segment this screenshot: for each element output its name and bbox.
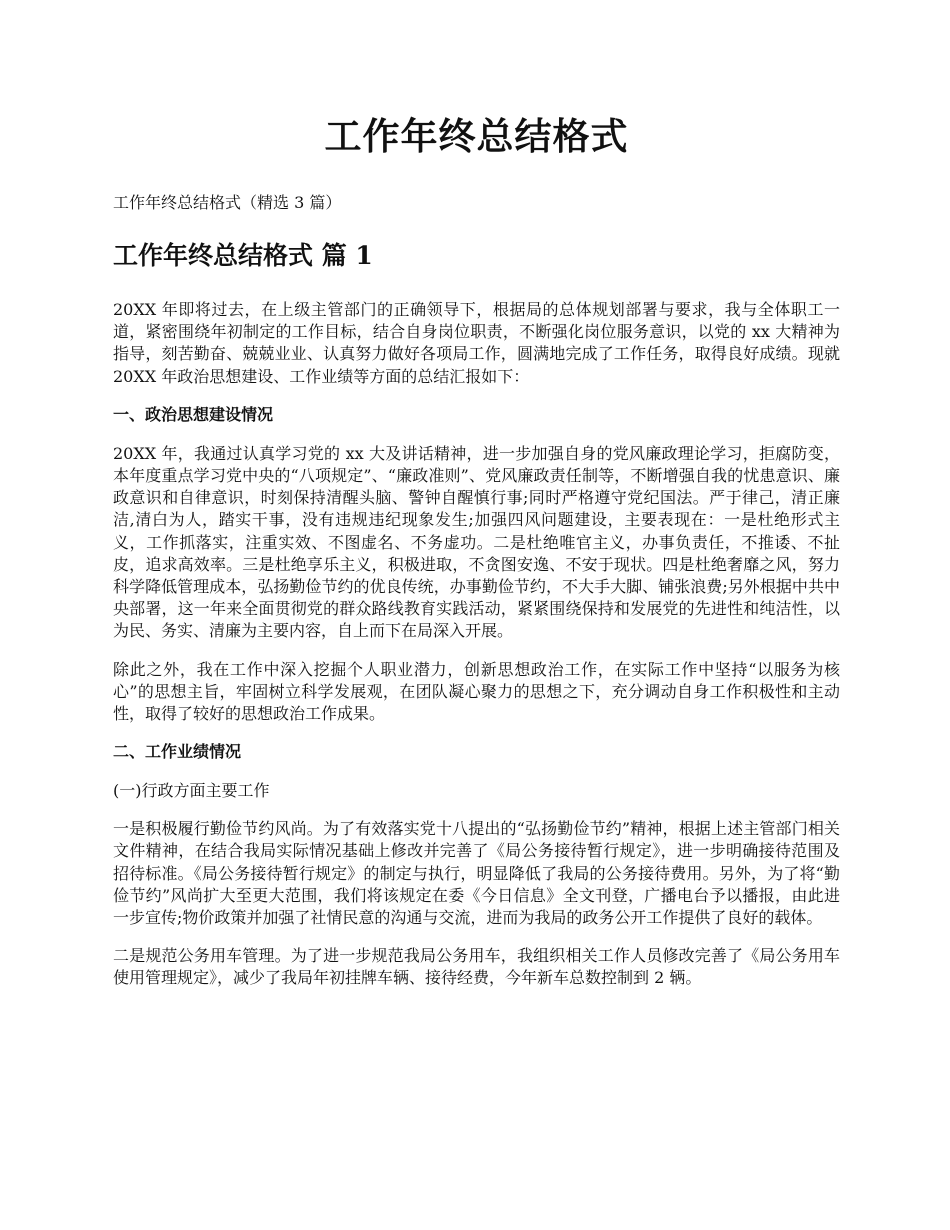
- political-heading: 一、政治思想建设情况: [113, 404, 274, 424]
- section-title: 工作年终总结格式 篇 1: [113, 241, 373, 270]
- political-paragraph-1: 20XX 年，我通过认真学习党的 xx 大及讲话精神，进一步加强自身的党风廉政理论学习，拒腐防变，本年度重点学习党中央的“八项规定”、“廉政准则”、党风廉政责任制等，不断增强自我的忧患意识、廉政意识和自律意识，时刻保持清醒头脑、警钟自醒慎行事;同时严格遵守党纪国法。严于律己，清正廉洁,清白为人，踏实干事，没有违规违纪现象发生;加强四风问题建设，主要表现在：一是杜绝形式主义，工作抓落实，注重实效、不图虚名、不务虚功。二是杜绝唯官主义，办事负责任，不推诿、不扯皮，追求高效率。三是杜绝享乐主义，积极进取，不贪图安逸、不安于现状。四是杜绝奢靡之风，努力科学降低管理成本，弘扬勤俭节约的优良传统，办事勤俭节约，不大手大脚、铺张浪费;另外根据中共中央部署，这一年来全面贯彻党的群众路线教育实践活动，紧紧围绕保持和发展党的先进性和纯洁性，以为民、务实、清廉为主要内容，自上而下在局深入开展。: [113, 443, 840, 641]
- document-title: 工作年终总结格式: [324, 114, 629, 158]
- document-subtitle: 工作年终总结格式（精选 3 篇）: [113, 193, 342, 212]
- performance-heading: 二、工作业绩情况: [113, 742, 242, 762]
- intro-paragraph: 20XX 年即将过去，在上级主管部门的正确领导下，根据局的总体规划部署与要求，我与全体职工一道，紧密围绕年初制定的工作目标，结合自身岗位职责，不断强化岗位服务意识，以党的 xx 大精神为指导，刻苦勤奋、兢兢业业、认真努力做好各项局工作，圆满地完成了工作任务，取得良好成绩。现就 20XX 年政治思想建设、工作业绩等方面的总结汇报如下：: [113, 300, 840, 386]
- political-paragraph-2: 除此之外，我在工作中深入挖掘个人职业潜力，创新思想政治工作，在实际工作中坚持“以服务为核心”的思想主旨，牢固树立科学发展观，在团队凝心聚力的思想之下，充分调动自身工作积极性和主动性，取得了较好的思想政治工作成果。: [113, 659, 840, 724]
- document-page: [113, 110, 840, 1006]
- admin-work-heading: (一)行政方面主要工作: [113, 781, 270, 801]
- admin-paragraph-2: 二是规范公务用车管理。为了进一步规范我局公务用车，我组织相关工作人员修改完善了《局公务用车使用管理规定》，减少了我局年初挂牌车辆、接待经费，今年新车总数控制到 2 辆。: [113, 946, 840, 988]
- admin-paragraph-1: 一是积极履行勤俭节约风尚。为了有效落实党十八提出的“弘扬勤俭节约”精神，根据上述主管部门相关文件精神，在结合我局实际情况基础上修改并完善了《局公务接待暂行规定》，进一步明确接待范围及招待标准。《局公务接待暂行规定》的制定与执行，明显降低了我局的公务接待费用。另外，为了将“勤俭节约”风尚扩大至更大范围，我们将该规定在委《今日信息》全文刊登，广播电台予以播报，由此进一步宣传;物价政策并加强了社情民意的沟通与交流，进而为我局的政务公开工作提供了良好的载体。: [113, 819, 840, 928]
